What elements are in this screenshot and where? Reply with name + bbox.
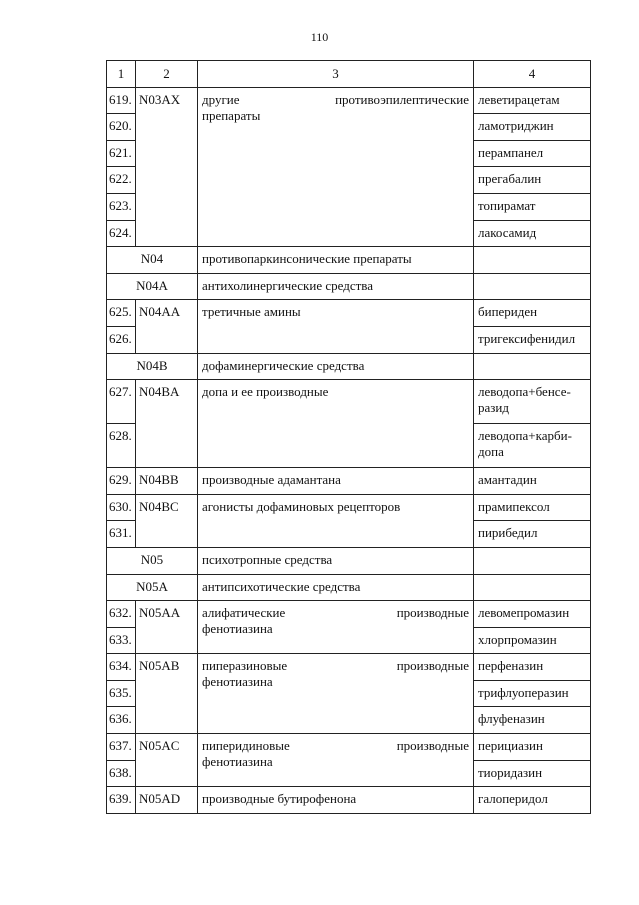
- drug-name: тиоридазин: [474, 760, 591, 787]
- row-number: 623.: [107, 193, 136, 220]
- drug-name-line1: леводопа+карби-: [478, 428, 572, 444]
- row-number: 628.: [107, 424, 136, 468]
- group-row: [107, 574, 591, 601]
- row-number: 634.: [107, 654, 136, 681]
- drug-name: [474, 424, 591, 468]
- row-number: 629.: [107, 468, 136, 495]
- empty-cell: [474, 353, 591, 380]
- drug-name: перфеназин: [474, 654, 591, 681]
- group-description-line1: алифатические производные: [202, 605, 469, 621]
- group-description: производные адамантана: [198, 468, 474, 495]
- drug-name: перициазин: [474, 734, 591, 761]
- drug-name: топирамат: [474, 193, 591, 220]
- atc-code: N05AA: [136, 601, 198, 654]
- group-description: психотропные средства: [198, 547, 474, 574]
- atc-code: N04BA: [136, 380, 198, 468]
- group-description: [198, 654, 474, 734]
- row-number: 637.: [107, 734, 136, 761]
- group-description: [198, 601, 474, 654]
- group-description-line2: фенотиазина: [202, 674, 273, 690]
- group-code: N05A: [107, 574, 198, 601]
- group-description-line2: фенотиазина: [202, 621, 273, 637]
- atc-code: N05AB: [136, 654, 198, 734]
- empty-cell: [474, 247, 591, 274]
- group-code: N04B: [107, 353, 198, 380]
- group-description-line2: фенотиазина: [202, 754, 273, 770]
- drug-name: лакосамид: [474, 220, 591, 247]
- group-code: N05: [107, 547, 198, 574]
- group-row: [107, 247, 591, 274]
- group-description: третичные амины: [198, 300, 474, 353]
- drug-classification-table: [106, 60, 591, 814]
- table-row: [107, 494, 591, 521]
- group-row: [107, 547, 591, 574]
- drug-name: леветирацетам: [474, 87, 591, 114]
- drug-name-line2: допа: [478, 444, 504, 460]
- row-number: 633.: [107, 627, 136, 654]
- drug-name: флуфеназин: [474, 707, 591, 734]
- drug-name: [474, 380, 591, 424]
- table-row: [107, 787, 591, 814]
- row-number: 625.: [107, 300, 136, 327]
- drug-name: тригексифенидил: [474, 326, 591, 353]
- table-row: [107, 734, 591, 761]
- row-number: 626.: [107, 326, 136, 353]
- drug-name: трифлуоперазин: [474, 680, 591, 707]
- row-number: 621.: [107, 140, 136, 167]
- row-number: 620.: [107, 114, 136, 141]
- drug-name: бипериден: [474, 300, 591, 327]
- group-row: [107, 273, 591, 300]
- group-description: [198, 87, 474, 247]
- drug-name: прегабалин: [474, 167, 591, 194]
- header-col-4: 4: [474, 61, 591, 88]
- table-row: [107, 468, 591, 495]
- empty-cell: [474, 547, 591, 574]
- group-description: [198, 734, 474, 787]
- table-row: [107, 380, 591, 424]
- row-number: 631.: [107, 521, 136, 548]
- group-description-line2: препараты: [202, 107, 261, 123]
- table-row: [107, 654, 591, 681]
- row-number: 638.: [107, 760, 136, 787]
- group-code: N04A: [107, 273, 198, 300]
- row-number: 627.: [107, 380, 136, 424]
- empty-cell: [474, 273, 591, 300]
- table-row: [107, 601, 591, 628]
- group-description: дофаминергические средства: [198, 353, 474, 380]
- row-number: 635.: [107, 680, 136, 707]
- table-header-row: [107, 61, 591, 88]
- group-description: допа и ее производные: [198, 380, 474, 468]
- group-description-line1: другие противоэпилептические: [202, 91, 469, 107]
- row-number: 632.: [107, 601, 136, 628]
- drug-name: пирибедил: [474, 521, 591, 548]
- row-number: 622.: [107, 167, 136, 194]
- page-number: 110: [310, 30, 329, 44]
- group-description: антипсихотические средства: [198, 574, 474, 601]
- group-description: агонисты дофаминовых рецепторов: [198, 494, 474, 547]
- atc-code: N04BC: [136, 494, 198, 547]
- drug-name: перампанел: [474, 140, 591, 167]
- empty-cell: [474, 574, 591, 601]
- group-description: противопаркинсонические препараты: [198, 247, 474, 274]
- group-description: производные бутирофенона: [198, 787, 474, 814]
- drug-name: прамипексол: [474, 494, 591, 521]
- drug-name-line2: разид: [478, 400, 509, 416]
- drug-name: ламотриджин: [474, 114, 591, 141]
- drug-name: хлорпромазин: [474, 627, 591, 654]
- row-number: 624.: [107, 220, 136, 247]
- group-description: антихолинергические средства: [198, 273, 474, 300]
- drug-name: левомепромазин: [474, 601, 591, 628]
- drug-name: амантадин: [474, 468, 591, 495]
- row-number: 636.: [107, 707, 136, 734]
- group-description-line1: пиперазиновые производные: [202, 658, 469, 674]
- group-description-line1: пиперидиновые производные: [202, 738, 469, 754]
- atc-code: N03AX: [136, 87, 198, 247]
- drug-name: галоперидол: [474, 787, 591, 814]
- atc-code: N05AC: [136, 734, 198, 787]
- row-number: 619.: [107, 87, 136, 114]
- group-code: N04: [107, 247, 198, 274]
- header-col-2: 2: [136, 61, 198, 88]
- drug-name-line1: леводопа+бенсе-: [478, 384, 571, 400]
- atc-code: N04AA: [136, 300, 198, 353]
- table-row: [107, 87, 591, 114]
- atc-code: N04BB: [136, 468, 198, 495]
- table-row: [107, 300, 591, 327]
- header-col-1: 1: [107, 61, 136, 88]
- header-col-3: 3: [198, 61, 474, 88]
- row-number: 639.: [107, 787, 136, 814]
- atc-code: N05AD: [136, 787, 198, 814]
- group-row: [107, 353, 591, 380]
- row-number: 630.: [107, 494, 136, 521]
